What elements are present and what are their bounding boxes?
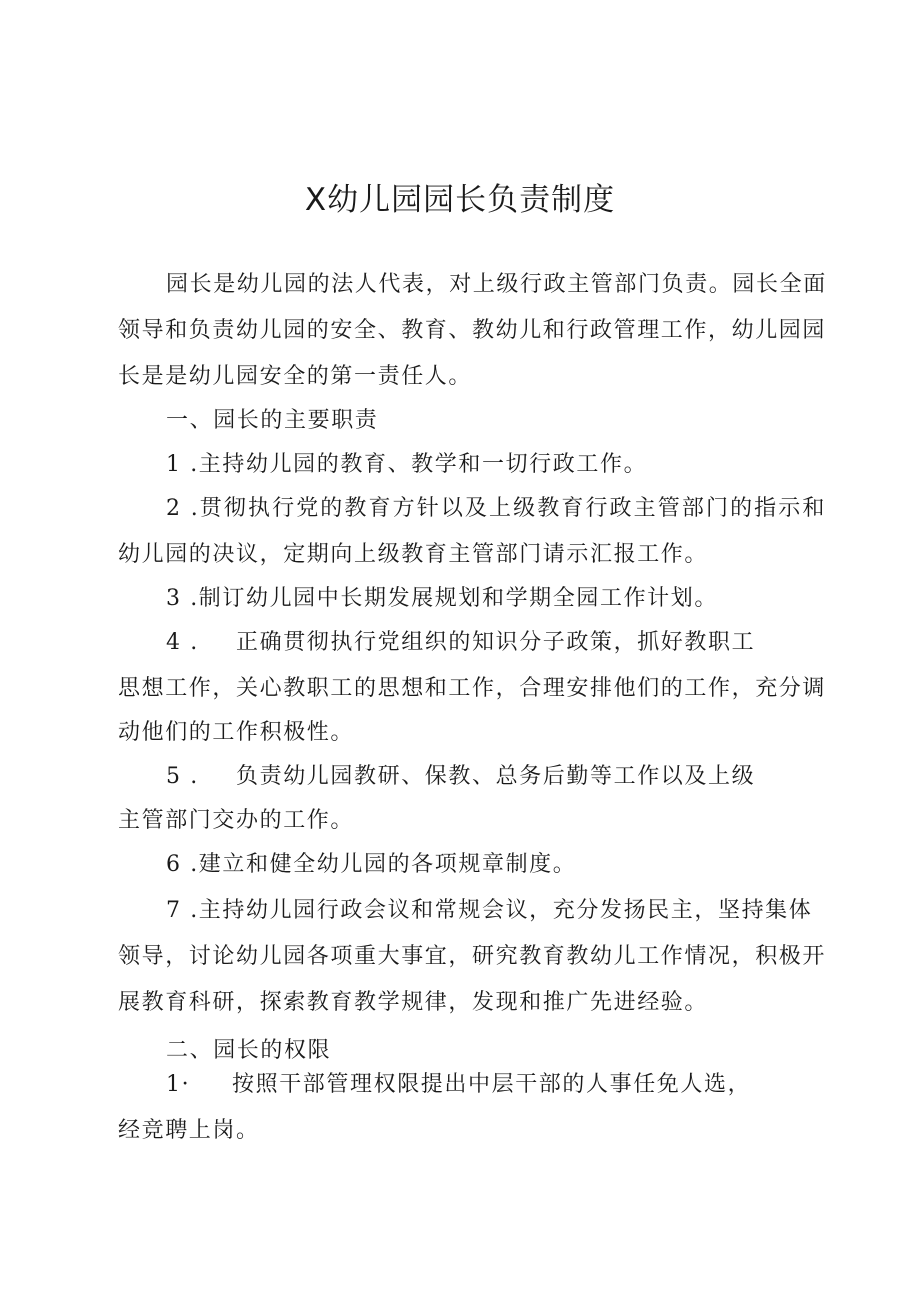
item-2-line-2: 幼儿园的决议，定期向上级教育主管部门请示汇报工作。 <box>118 542 709 567</box>
item-7-line-1: 7 .主持幼儿园行政会议和常规会议，充分发扬民主，坚持集体 <box>166 898 813 923</box>
item-5-text: 负责幼儿园教研、保教、总务后勤等工作以及上级 <box>236 764 756 789</box>
document-title: X幼儿园园长负责制度 <box>304 182 616 218</box>
s2-item-1-line-1 <box>166 1070 826 1100</box>
item-5-number: 5 . <box>166 764 199 789</box>
s2-item-1-text: 按照干部管理权限提出中层干部的人事任免人选， <box>232 1072 752 1097</box>
item-7-line-3: 展教育科研，探索教育教学规律，发现和推广先进经验。 <box>118 990 709 1015</box>
item-2-line-1: 2 .贯彻执行党的教育方针以及上级教育行政主管部门的指示和 <box>166 496 826 521</box>
item-6-line-1: 6 .建立和健全幼儿园的各项规章制度。 <box>166 852 577 877</box>
intro-line-2: 领导和负责幼儿园的安全、教育、教幼儿和行政管理工作，幼儿园园 <box>118 318 827 343</box>
item-4-line-3: 动他们的工作积极性。 <box>118 720 355 745</box>
item-5-line-2: 主管部门交办的工作。 <box>118 808 355 833</box>
item-4-line-1 <box>166 628 826 658</box>
item-4-number: 4 . <box>166 630 199 655</box>
section-1-heading: 一、园长的主要职责 <box>166 408 379 433</box>
intro-line-1: 园长是幼儿园的法人代表，对上级行政主管部门负责。园长全面 <box>166 272 827 297</box>
intro-line-3: 长是是幼儿园安全的第一责任人。 <box>118 364 473 389</box>
section-2-heading: 二、园长的权限 <box>166 1038 332 1063</box>
item-1-line-1: 1 .主持幼儿园的教育、教学和一切行政工作。 <box>166 452 648 477</box>
item-4-text: 正确贯彻执行党组织的知识分子政策，抓好教职工 <box>236 630 756 655</box>
item-3-line-1: 3 .制订幼儿园中长期发展规划和学期全园工作计划。 <box>166 586 718 611</box>
item-7-line-2: 领导，讨论幼儿园各项重大事宜，研究教育教幼儿工作情况，积极开 <box>118 944 827 969</box>
item-5-line-1 <box>166 762 826 792</box>
item-4-line-2: 思想工作，关心教职工的思想和工作，合理安排他们的工作，充分调 <box>118 676 827 701</box>
s2-item-1-line-2: 经竞聘上岗。 <box>118 1118 260 1143</box>
s2-item-1-number: 1· <box>166 1072 191 1097</box>
